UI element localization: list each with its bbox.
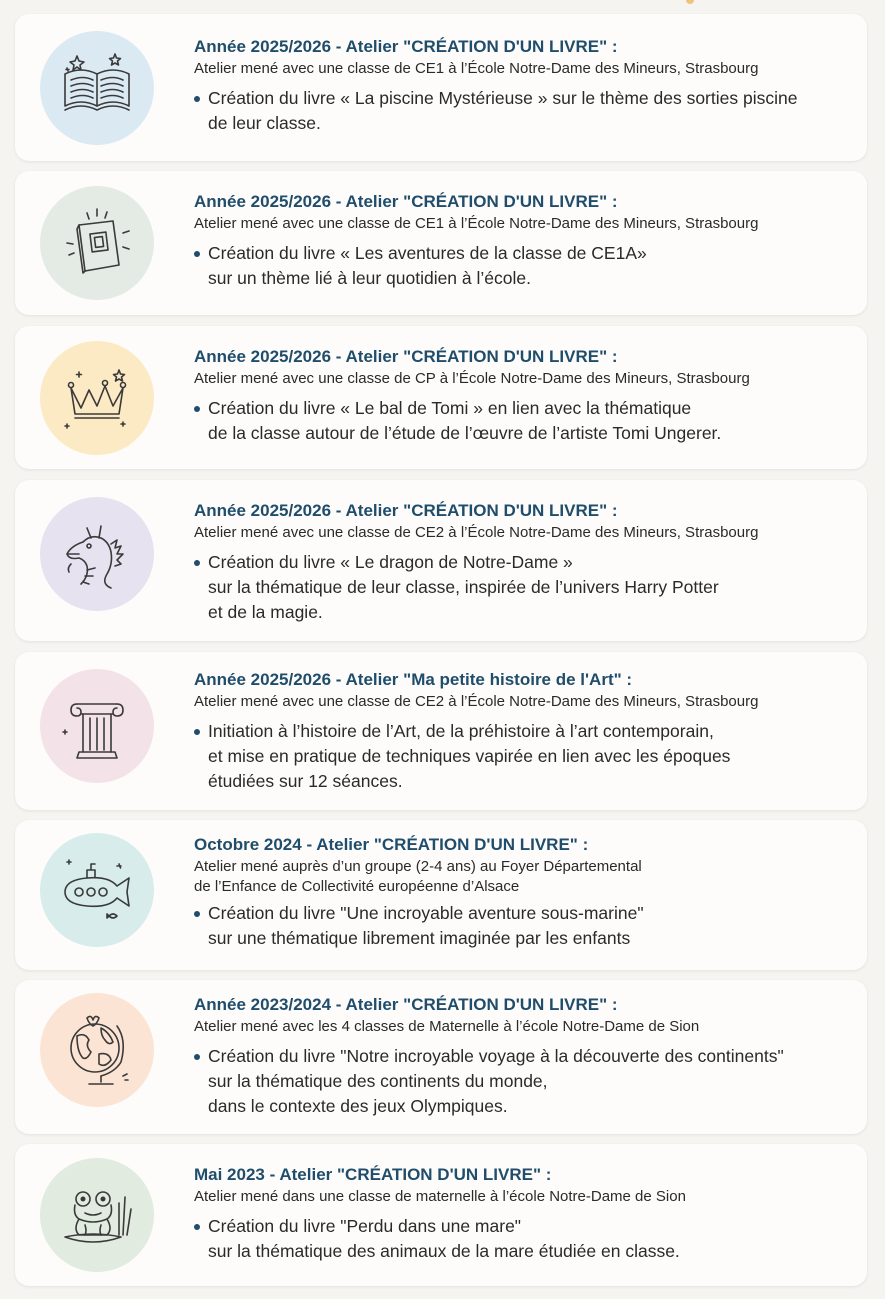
card-description — [194, 86, 849, 136]
icon-circle — [40, 186, 154, 300]
card-subtitle: Atelier mené avec une classe de CE2 à l’École Notre-Dame des Mineurs, Strasbourg — [194, 524, 759, 541]
card-title: Année 2025/2026 - Atelier "Ma petite histoire de l'Art" : — [194, 670, 633, 689]
globe-icon — [57, 1010, 137, 1090]
card-description — [194, 719, 849, 794]
icon-circle — [40, 497, 154, 611]
card-description — [194, 901, 849, 951]
column-icon — [57, 686, 137, 766]
submarine-icon — [57, 850, 137, 930]
frog-icon — [57, 1175, 137, 1255]
icon-circle — [40, 833, 154, 947]
description-line: Création du livre "Une incroyable aventure sous-marine" — [208, 903, 644, 923]
description-line: étudiées sur 12 séances. — [208, 771, 403, 791]
description-line: de leur classe. — [208, 113, 321, 133]
description-line: Création du livre « La piscine Mystérieuse » sur le thème des sorties piscine — [208, 88, 798, 108]
icon-circle — [40, 1158, 154, 1272]
description-line: sur un thème lié à leur quotidien à l’école. — [208, 268, 531, 288]
description-line: dans le contexte des jeux Olympiques. — [208, 1096, 508, 1116]
card-description — [194, 1044, 849, 1119]
closed-book-icon — [57, 203, 137, 283]
card-subtitle: Atelier mené avec une classe de CE1 à l’École Notre-Dame des Mineurs, Strasbourg — [194, 215, 759, 232]
card-description — [194, 396, 849, 446]
workshop-card — [15, 820, 867, 970]
card-subtitle: Atelier mené avec les 4 classes de Maternelle à l’école Notre-Dame de Sion — [194, 1018, 700, 1035]
description-line: et de la magie. — [208, 602, 323, 622]
icon-circle — [40, 669, 154, 783]
description-line: Initiation à l’histoire de l’Art, de la préhistoire à l’art contemporain, — [208, 721, 714, 741]
description-line: Création du livre « Le dragon de Notre-Dame » — [208, 552, 573, 572]
card-subtitle: Atelier mené avec une classe de CE2 à l’École Notre-Dame des Mineurs, Strasbourg — [194, 693, 759, 710]
decorative-dot — [686, 0, 694, 4]
card-title: Année 2025/2026 - Atelier "CRÉATION D'UN LIVRE" : — [194, 501, 618, 520]
workshop-card — [15, 480, 867, 641]
description-line: sur la thématique de leur classe, inspirée de l’univers Harry Potter — [208, 577, 719, 597]
workshop-card — [15, 1144, 867, 1286]
description-line: et mise en pratique de techniques vapirée en lien avec les époques — [208, 746, 731, 766]
description-line: sur une thématique librement imaginée par les enfants — [208, 928, 631, 948]
icon-circle — [40, 993, 154, 1107]
description-line: de la classe autour de l’étude de l’œuvre de l’artiste Tomi Ungerer. — [208, 423, 722, 443]
card-title: Année 2025/2026 - Atelier "CRÉATION D'UN LIVRE" : — [194, 192, 618, 211]
icon-circle — [40, 31, 154, 145]
open-book-icon — [57, 48, 137, 128]
description-line: Création du livre « Les aventures de la classe de CE1A» — [208, 243, 647, 263]
card-description — [194, 241, 849, 291]
workshop-card — [15, 980, 867, 1134]
dragon-icon — [57, 514, 137, 594]
card-subtitle: Atelier mené auprès d’un groupe (2-4 ans) au Foyer Départemental — [194, 858, 642, 875]
workshop-card — [15, 171, 867, 315]
description-line: sur la thématique des animaux de la mare étudiée en classe. — [208, 1241, 680, 1261]
icon-circle — [40, 341, 154, 455]
description-line: sur la thématique des continents du monde, — [208, 1071, 548, 1091]
card-subtitle: Atelier mené avec une classe de CE1 à l’École Notre-Dame des Mineurs, Strasbourg — [194, 60, 759, 77]
card-description — [194, 1214, 849, 1264]
workshop-card — [15, 652, 867, 810]
card-subtitle: de l’Enfance de Collectivité européenne d’Alsace — [194, 878, 520, 895]
card-subtitle: Atelier mené avec une classe de CP à l’École Notre-Dame des Mineurs, Strasbourg — [194, 370, 750, 387]
card-description — [194, 550, 849, 625]
card-title: Octobre 2024 - Atelier "CRÉATION D'UN LIVRE" : — [194, 835, 589, 854]
card-title: Année 2023/2024 - Atelier "CRÉATION D'UN LIVRE" : — [194, 995, 618, 1014]
workshop-card — [15, 14, 867, 161]
card-title: Année 2025/2026 - Atelier "CRÉATION D'UN LIVRE" : — [194, 347, 618, 366]
description-line: Création du livre « Le bal de Tomi » en lien avec la thématique — [208, 398, 692, 418]
card-subtitle: Atelier mené dans une classe de maternelle à l’école Notre-Dame de Sion — [194, 1188, 686, 1205]
description-line: Création du livre "Notre incroyable voyage à la découverte des continents" — [208, 1046, 784, 1066]
crown-icon — [57, 358, 137, 438]
card-title: Année 2025/2026 - Atelier "CRÉATION D'UN LIVRE" : — [194, 37, 618, 56]
card-title: Mai 2023 - Atelier "CRÉATION D'UN LIVRE" : — [194, 1165, 552, 1184]
description-line: Création du livre "Perdu dans une mare" — [208, 1216, 522, 1236]
workshop-card — [15, 326, 867, 469]
